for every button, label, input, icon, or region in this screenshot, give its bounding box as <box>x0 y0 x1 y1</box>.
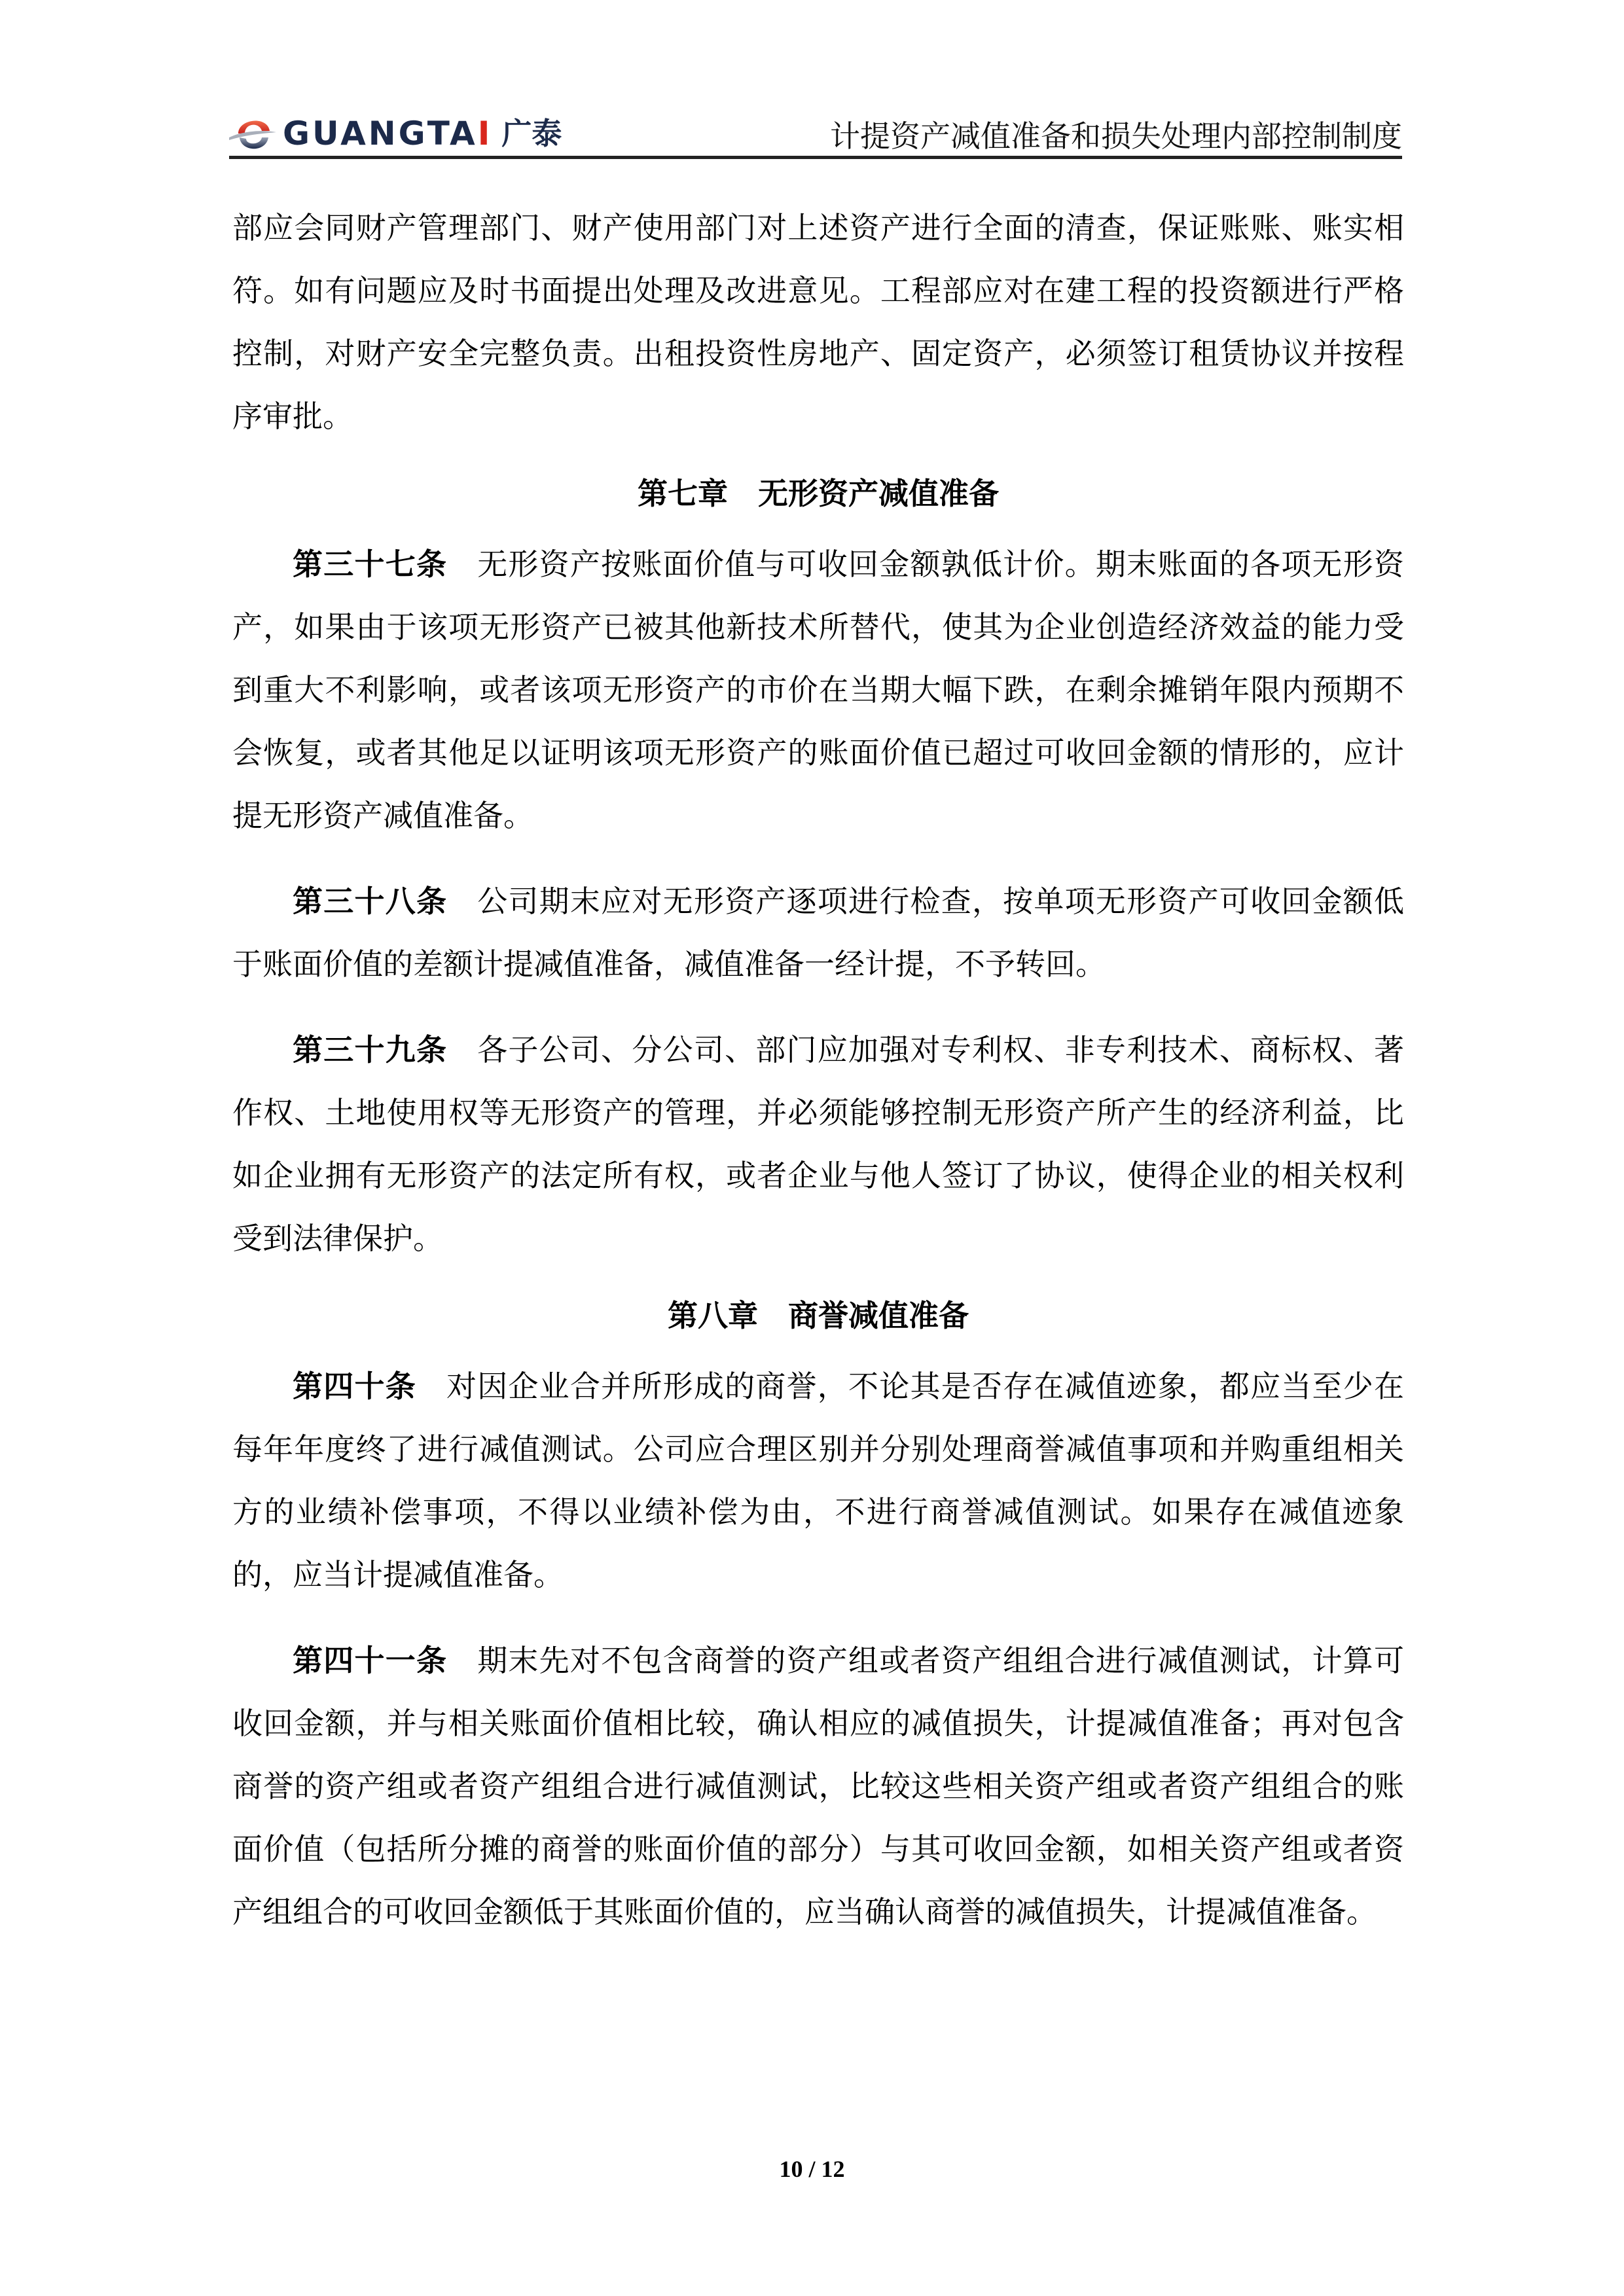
header-divider <box>229 156 1402 159</box>
company-logo <box>229 113 562 154</box>
article-39 <box>232 1018 1404 1270</box>
article-37 <box>232 533 1404 847</box>
article-38 <box>232 870 1404 996</box>
article-label: 第三十七条 <box>293 547 448 582</box>
article-41 <box>232 1629 1404 1943</box>
chapter-number: 第七章 <box>638 476 728 511</box>
article-label: 第三十八条 <box>293 884 448 919</box>
chapter-heading-7 <box>232 474 1404 513</box>
article-40 <box>232 1355 1404 1606</box>
chapter-heading-8 <box>232 1296 1404 1335</box>
chapter-number: 第八章 <box>668 1298 758 1333</box>
page-number: 10 / 12 <box>779 2156 845 2182</box>
article-label: 第四十一条 <box>293 1643 448 1678</box>
document-body <box>232 196 1404 1943</box>
article-text: 期末先对不包含商誉的资产组或者资产组组合进行减值测试，计算可收回金额，并与相关账面价值相比较，确认相应的减值损失，计提减值准备；再对包含商誉的资产组或者资产组组合进行减值测试，比较这些相关资产组或者资产组组合的账面价值（包括所分摊的商誉的账面价值的部分）与其可收回金额，如相关资产组或者资产组组合的可收回金额低于其账面价值的，应当确认商誉的减值损失，计提减值准备。 <box>232 1643 1405 1929</box>
article-label: 第四十条 <box>293 1369 416 1404</box>
article-text: 公司期末应对无形资产逐项进行检查，按单项无形资产可收回金额低于账面价值的差额计提减值准备，减值准备一经计提，不予转回。 <box>232 884 1405 982</box>
chapter-title: 商誉减值准备 <box>788 1298 969 1333</box>
article-label: 第三十九条 <box>293 1032 448 1067</box>
chapter-title: 无形资产减值准备 <box>758 476 999 511</box>
continuation-paragraph: 部应会同财产管理部门、财产使用部门对上述资产进行全面的清查，保证账账、账实相符。如有问题应及时书面提出处理及改进意见。工程部应对在建工程的投资额进行严格控制，对财产安全完整负责。出租投资性房地产、固定资产，必须签订租赁协议并按程序审批。 <box>232 210 1404 434</box>
guangtai-emblem-icon <box>229 114 278 153</box>
page-header <box>229 111 1402 157</box>
article-text: 各子公司、分公司、部门应加强对专利权、非专利技术、商标权、著作权、土地使用权等无形资产的管理，并必须能够控制无形资产所产生的经济利益，比如企业拥有无形资产的法定所有权，或者企业与他人签订了协议，使得企业的相关权利受到法律保护。 <box>232 1032 1405 1256</box>
logo-chinese-name: 广泰 <box>501 116 562 151</box>
document-title: 计提资产减值准备和损失处理内部控制制度 <box>830 118 1402 154</box>
logo-wordmark: GUANGTAI <box>283 115 493 152</box>
article-text: 无形资产按账面价值与可收回金额孰低计价。期末账面的各项无形资产，如果由于该项无形资产已被其他新技术所替代，使其为企业创造经济效益的能力受到重大不利影响，或者该项无形资产的市价在当期大幅下跌，在剩余摊销年限内预期不会恢复，或者其他足以证明该项无形资产的账面价值已超过可收回金额的情形的，应计提无形资产减值准备。 <box>232 547 1405 833</box>
article-text: 对因企业合并所形成的商誉，不论其是否存在减值迹象，都应当至少在每年年度终了进行减值测试。公司应合理区别并分别处理商誉减值事项和并购重组相关方的业绩补偿事项，不得以业绩补偿为由，不进行商誉减值测试。如果存在减值迹象的，应当计提减值准备。 <box>232 1369 1405 1592</box>
